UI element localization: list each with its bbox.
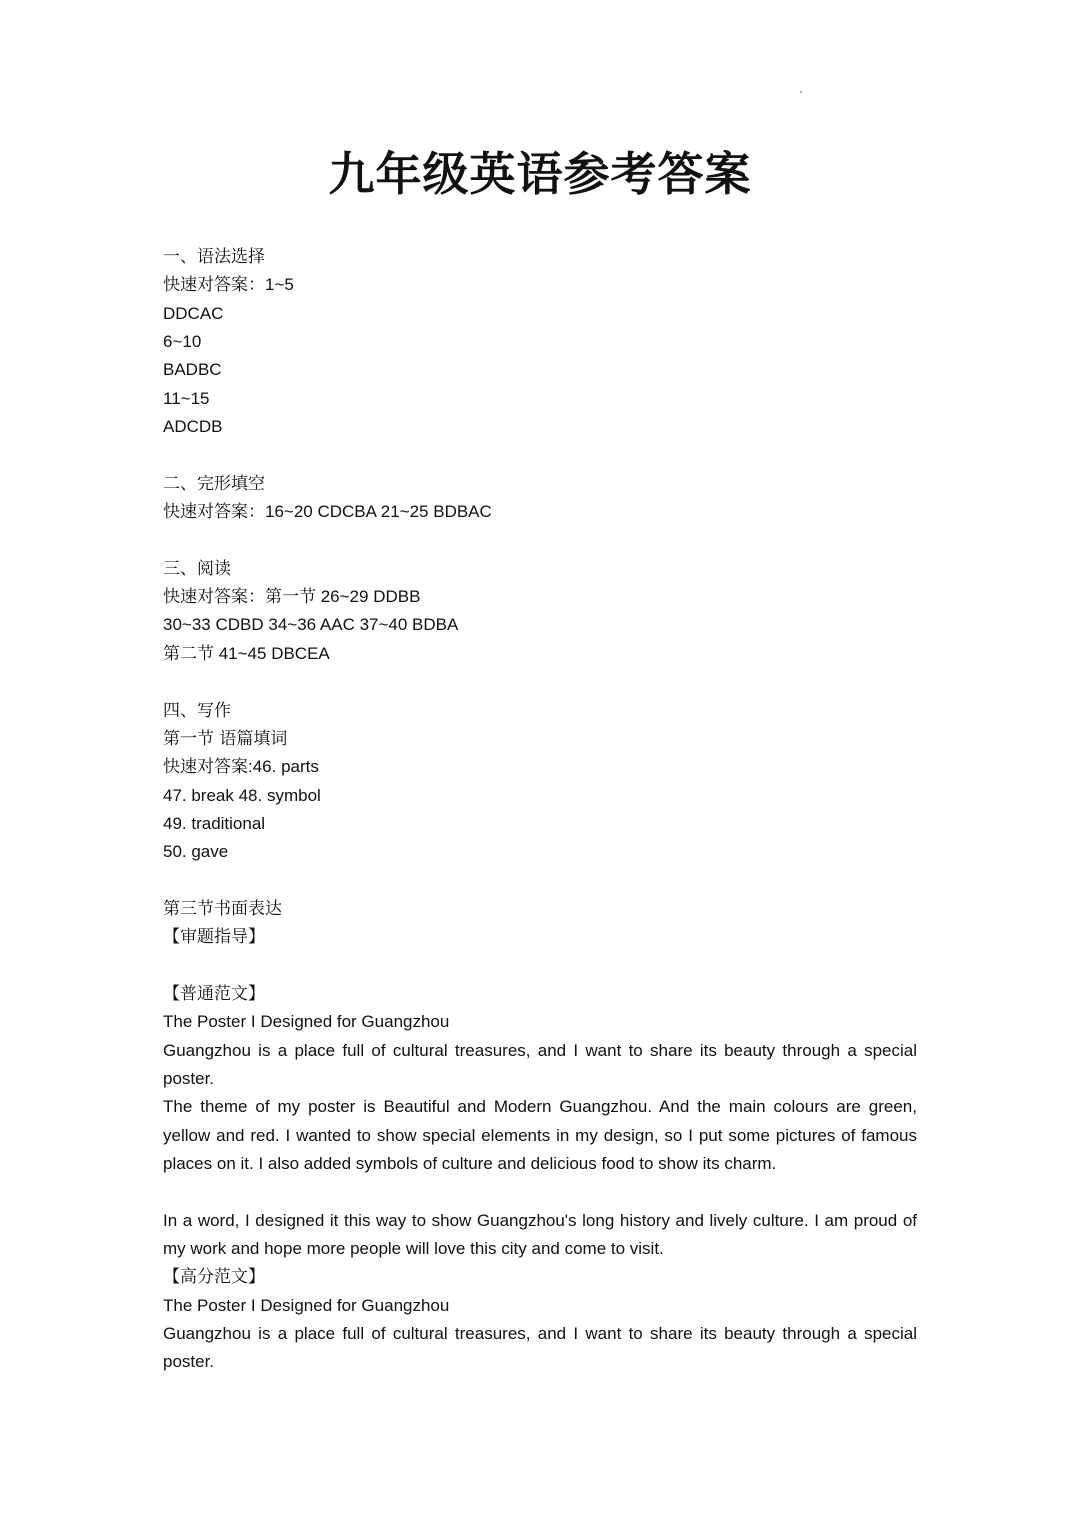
spacer <box>163 867 917 895</box>
quick-answer-label: 快速对答案：第一节 <box>163 587 316 608</box>
section-heading: 一、语法选择 <box>163 247 265 267</box>
part-heading: 第三节书面表达 <box>163 898 282 919</box>
section-heading: 三、阅读 <box>163 558 231 579</box>
guide-label: 【审题指导】 <box>163 927 265 948</box>
answer-line: 6~10 <box>163 332 202 352</box>
normal-essay-label: 【普通范文】 <box>163 983 265 1004</box>
quick-answer-label: 快速对答案： <box>163 502 265 523</box>
quick-answer-label: 快速对答案： <box>163 275 265 296</box>
essay-paragraph: The theme of my poster is Beautiful and Modern Guangzhou. And the main colours are green, yellow and red. I wanted to show special elements in my design, so I put some pictures of famous places on it. I also added symbols of culture and delicious food to show its charm. <box>163 1097 917 1173</box>
answer-line: 30~33 CDBD 34~36 AAC 37~40 BDBA <box>163 615 459 635</box>
answer-line: 11~15 <box>163 388 210 408</box>
essay-title: The Poster I Designed for Guangzhou <box>163 1295 450 1315</box>
quick-answer-label: 快速对答案 <box>163 757 248 778</box>
high-score-essay-label: 【高分范文】 <box>163 1267 265 1288</box>
answer-line: 47. break 48. symbol <box>163 785 321 805</box>
spacer <box>163 1178 917 1206</box>
answer-content <box>163 243 917 1377</box>
answer-text: 16~20 CDCBA 21~25 BDBAC <box>265 502 492 522</box>
section-grammar <box>163 243 917 441</box>
spacer <box>163 668 917 696</box>
essay-paragraph: Guangzhou is a place full of cultural treasures, and I want to share its beauty through a special poster. <box>163 1040 917 1088</box>
answer-line <box>163 640 917 668</box>
quick-answer-line <box>163 498 917 526</box>
part-heading: 第一节 语篇填词 <box>163 728 288 749</box>
section-reading <box>163 555 917 668</box>
section-cloze <box>163 470 917 527</box>
spacer <box>163 952 917 980</box>
section-writing <box>163 697 917 1377</box>
answer-range: 1~5 <box>265 275 294 295</box>
answer-text: :46. parts <box>248 757 319 777</box>
spacer <box>163 441 917 469</box>
answer-line: BADBC <box>163 360 222 380</box>
essay-title: The Poster I Designed for Guangzhou <box>163 1012 450 1032</box>
quick-answer-line <box>163 753 917 781</box>
answer-text: 41~45 DBCEA <box>214 643 330 663</box>
quick-answer-line <box>163 583 917 611</box>
section-heading: 二、完形填空 <box>163 473 265 494</box>
answer-text: 26~29 DDBB <box>316 587 421 607</box>
answer-line: 49. traditional <box>163 813 266 833</box>
answer-line: ADCDB <box>163 417 223 437</box>
spacer <box>163 526 917 554</box>
essay-paragraph: In a word, I designed it this way to show Guangzhou's long history and lively culture. I am proud of my work and hope more people will love this city and come to visit. <box>163 1210 917 1259</box>
part-label: 第二节 <box>163 643 214 664</box>
answer-line: DDCAC <box>163 303 224 323</box>
scan-dot <box>800 91 802 93</box>
section-heading: 四、写作 <box>163 700 231 721</box>
page-title: 九年级英语参考答案 <box>328 147 752 201</box>
essay-paragraph: Guangzhou is a place full of cultural treasures, and I want to share its beauty through a special poster. <box>163 1324 917 1372</box>
quick-answer-line <box>163 271 917 299</box>
answer-line: 50. gave <box>163 842 229 862</box>
